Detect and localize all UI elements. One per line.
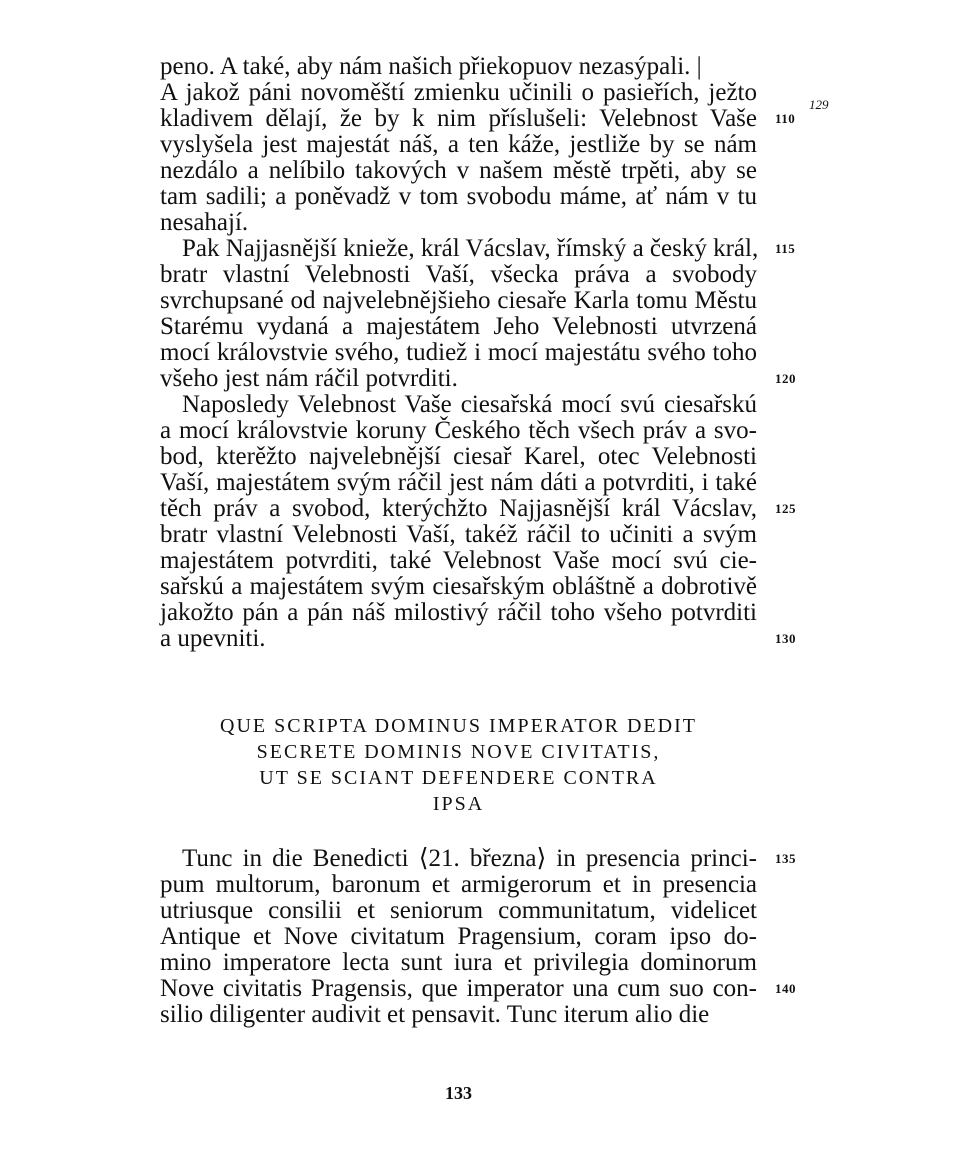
line-number: 130	[775, 631, 796, 646]
heading-line: QUE SCRIPTA DOMINUS IMPERATOR DEDIT	[220, 715, 697, 737]
text-line: majestátem potvrditi, také Velebnost Vaše mocí svú cie-	[160, 547, 757, 574]
text-line: bod, kterěžto najvelebnější ciesař Karel, otec Velebnosti	[160, 443, 757, 470]
line-number	[775, 872, 815, 898]
text-line: bratr vlastní Velebnosti Vaší, všecka práva a svobody	[160, 261, 757, 288]
text-line: silio diligenter audivit et pensavit. Tunc iterum alio die	[160, 1001, 710, 1028]
line-number	[775, 898, 815, 924]
line-number	[775, 418, 815, 444]
text-line: svrchupsané od najvelebnějšieho ciesaře Karla tomu Městu	[160, 287, 757, 314]
line-number: 140	[775, 981, 796, 996]
text-line: Pak Najjasnější knieže, král Vácslav, římský a český král,	[182, 235, 759, 262]
text-line: nezdálo a nelíbilo takových v našem městě trpěti, aby se	[160, 157, 757, 184]
line-number: 115	[775, 241, 796, 256]
line-number	[775, 950, 815, 976]
text-line: všeho jest nám ráčil potvrditi.	[160, 365, 458, 392]
text-line: vyslyšela jest majestát náš, a ten káže, jestliže by se nám	[160, 131, 757, 158]
text-line: kladivem dělají, že by k nim příslušeli: Velebnost Vaše	[160, 105, 757, 132]
line-number	[775, 288, 815, 314]
text-line: pum multorum, baronum et armigerorum et in presencia	[160, 871, 757, 898]
line-number	[775, 924, 815, 950]
text-line: A jakož páni novoměští zmienku učinili o pasieřích, ježto	[160, 79, 757, 106]
line-number	[775, 392, 815, 418]
text-line: jakožto pán a pán náš milostivý ráčil toho všeho potvrditi	[160, 599, 757, 626]
line-number: 110	[775, 111, 796, 126]
line-number	[775, 158, 815, 184]
page-number: 133	[445, 1083, 472, 1103]
line-number	[775, 314, 815, 340]
heading-line: IPSA	[432, 793, 485, 815]
line-number	[775, 54, 815, 80]
margin-page-mark: 129	[809, 97, 829, 112]
line-number	[775, 600, 815, 626]
line-number	[775, 262, 815, 288]
text-line: mino imperatore lecta sunt iura et privilegia dominorum	[160, 949, 757, 976]
text-line: peno. A také, aby nám našich přiekopuov nezasýpali. |	[160, 53, 702, 80]
text-line: tam sadili; a poněvadž v tom svobodu máme, ať nám v tu	[160, 183, 757, 210]
text-line: Vaší, majestátem svým ráčil jest nám dáti a potvrditi, i také	[160, 469, 757, 496]
text-line: utriusque consilii et seniorum communitatum, videlicet	[160, 897, 757, 924]
text-line: mocí královstvie svého, tudiež i mocí majestátu svého toho	[160, 339, 757, 366]
text-line: Tunc in die Benedicti ⟨21. března⟩ in presencia princi-	[182, 845, 757, 872]
line-number	[775, 470, 815, 496]
line-number: 135	[775, 851, 796, 866]
text-line: nesahají.	[160, 209, 249, 236]
line-number	[775, 444, 815, 470]
text-line: Starému vydaná a majestátem Jeho Velebnosti utvrzená	[160, 313, 757, 340]
text-line: sařskú a majestátem svým ciesařským obláštně a dobrotivě	[160, 573, 757, 600]
text-line: Nove civitatis Pragensis, que imperator una cum suo con-	[160, 975, 757, 1002]
line-number	[775, 574, 815, 600]
line-number	[775, 184, 815, 210]
line-number	[775, 340, 815, 366]
text-line: Naposledy Velebnost Vaše ciesařská mocí svú ciesařskú	[182, 391, 757, 418]
heading-line: SECRETE DOMINIS NOVE CIVITATIS,	[256, 741, 661, 763]
line-number	[775, 522, 815, 548]
text-line: bratr vlastní Velebnosti Vaší, takéž ráčil to učiniti a svým	[160, 521, 757, 548]
text-line: a mocí královstvie koruny Českého těch všech práv a svo-	[160, 417, 757, 444]
text-line: Antique et Nove civitatum Pragensium, coram ipso do-	[160, 923, 757, 950]
line-number	[775, 132, 815, 158]
line-number: 120	[775, 371, 796, 386]
text-line: těch práv a svobod, kterýchžto Najjasnější král Vácslav,	[160, 495, 757, 522]
line-number	[775, 210, 815, 236]
line-number	[775, 1002, 815, 1028]
heading-line: UT SE SCIANT DEFENDERE CONTRA	[259, 767, 658, 789]
line-number	[775, 548, 815, 574]
text-line: a upevniti.	[160, 625, 266, 652]
line-number: 125	[775, 501, 796, 516]
